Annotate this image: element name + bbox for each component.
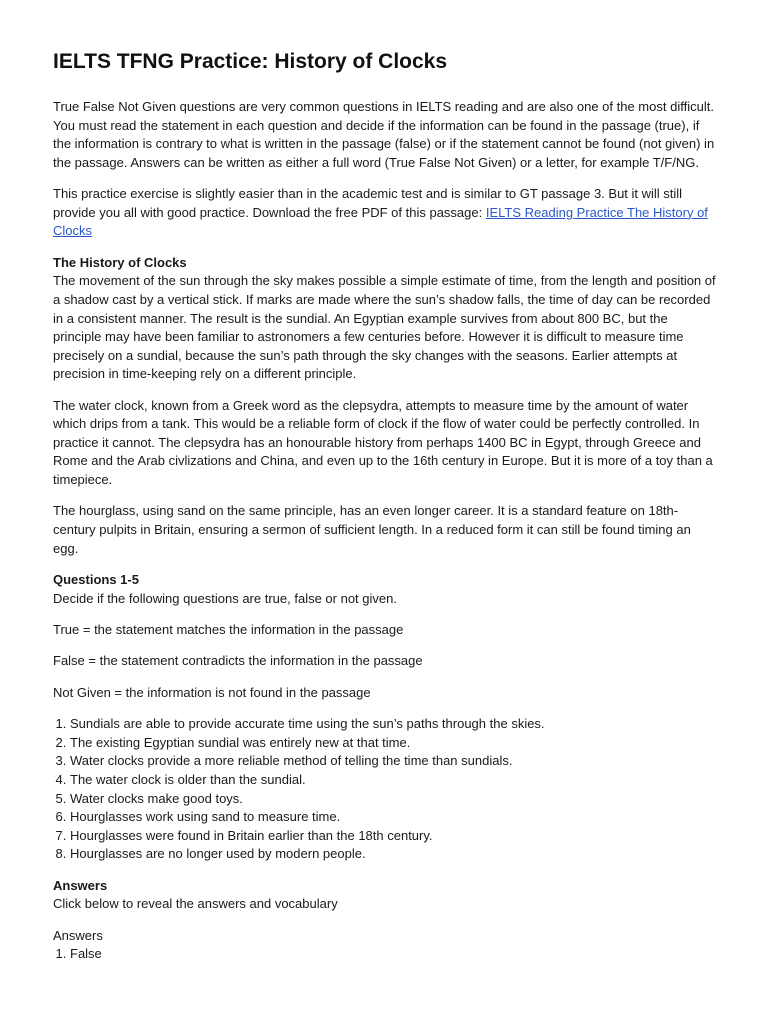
questions-heading: Questions 1-5 <box>53 572 139 588</box>
question-item: 4. The water clock is older than the sundial. <box>70 771 716 790</box>
questions-instruction: Decide if the following questions are true, false or not given. <box>53 590 397 606</box>
answers-toggle[interactable]: Answers <box>53 927 103 943</box>
answers-instruction: Click below to reveal the answers and vocabulary <box>53 896 338 912</box>
passage-paragraph-3: The hourglass, using sand on the same principle, has an even longer career. It is a standard feature on 18th-century pulpits in Britain, ensuring a sermon of sufficient length. In a reduced form it can still be found timing an egg. <box>53 503 691 556</box>
question-item: 6. Hourglasses work using sand to measure time. <box>70 808 716 827</box>
answers-block <box>53 877 716 914</box>
question-item: 8. Hourglasses are no longer used by modern people. <box>70 845 716 864</box>
intro-paragraph-2 <box>53 185 716 241</box>
question-item: 1. Sundials are able to provide accurate time using the sun’s paths through the skies. <box>70 715 716 734</box>
passage-paragraph-2: The water clock, known from a Greek word as the clepsydra, attempts to measure time by the amount of water which drips from a tank. This would be a reliable form of clock if the flow of water could be perfectly controlled. In practice it cannot. The clepsydra has an honourable history from perhaps 1400 BC in Egypt, through Greece and Rome and the Arab civlizations and China, and even up to the 16th century in Europe. But it is more of a toy than a timepiece. <box>53 397 713 488</box>
answers-reveal[interactable] <box>53 927 716 964</box>
questions-block <box>53 571 716 608</box>
true-definition: True = the statement matches the information in the passage <box>53 622 404 638</box>
answers-heading: Answers <box>53 877 108 893</box>
passage-paragraph-1-block <box>53 254 716 384</box>
question-list <box>53 715 716 864</box>
question-item: 5. Water clocks make good toys. <box>70 790 716 809</box>
question-item: 7. Hourglasses were found in Britain earlier than the 18th century. <box>70 827 716 846</box>
pdf-download-link[interactable]: IELTS Reading Practice The History of Clocks <box>53 204 708 239</box>
intro-paragraph-2-text: This practice exercise is slightly easier than in the academic test and is similar to GT passage 3. But it will still provide you all with good practice. Download the free PDF of this passage: <box>53 186 683 220</box>
false-definition: False = the statement contradicts the information in the passage <box>53 653 423 669</box>
passage-paragraph-1: The movement of the sun through the sky makes possible a simple estimate of time, from the length and position of a shadow cast by a vertical stick. If marks are made where the sun’s shadow falls, the time of day can be recorded in a consistent manner. The result is the sundial. An Egyptian example survives from about 800 BC, but the principle may have been familiar to astronomers a few centuries before. However it is difficult to measure time precisely on a sundial, because the sun’s path through the sky changes with the seasons. Earlier attempts at precision in time-keeping rely on a different principle. <box>53 273 716 382</box>
not-given-definition: Not Given = the information is not found in the passage <box>53 684 371 700</box>
question-item: 3. Water clocks provide a more reliable method of telling the time than sundials. <box>70 752 716 771</box>
answer-item: 1. False <box>70 945 716 964</box>
answer-list <box>53 945 716 964</box>
intro-paragraph-1: True False Not Given questions are very common questions in IELTS reading and are also one of the most difficult. You must read the statement in each question and decide if the information can be found in the passage (true), if the information is contrary to what is written in the passage (false) or if the statement cannot be found (not given) in the passage. Answers can be written as either a full word (True False Not Given) or a letter, for example T/F/NG. <box>53 99 715 170</box>
passage-heading: The History of Clocks <box>53 254 187 270</box>
page-title: IELTS TFNG Practice: History of Clocks <box>53 50 448 73</box>
question-item: 2. The existing Egyptian sundial was entirely new at that time. <box>70 734 716 753</box>
